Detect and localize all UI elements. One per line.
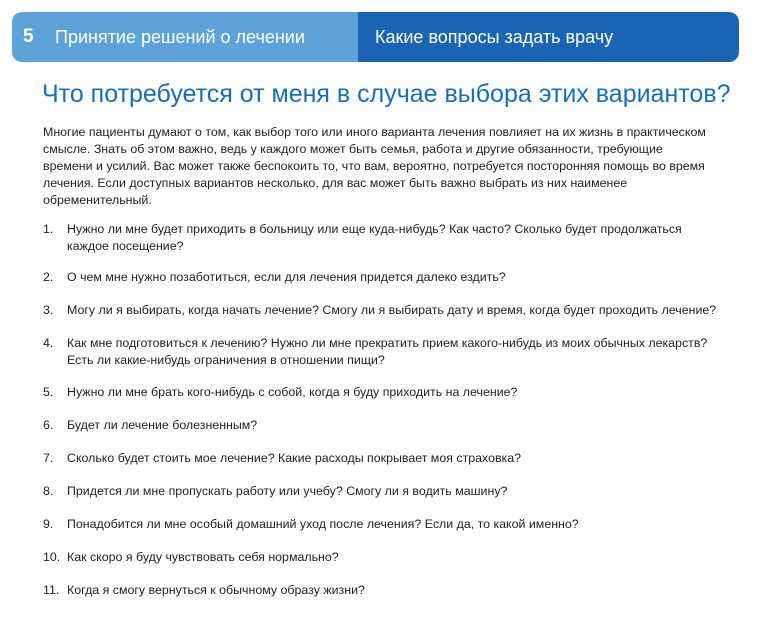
question-text: Понадобится ли мне особый домашний уход после лечения? Если да, то какой именно? xyxy=(67,517,579,531)
question-text: Могу ли я выбирать, когда начать лечение? Смогу ли я выбирать дату и время, когда будет проходить лечение? xyxy=(67,303,717,317)
question-number: 6. xyxy=(43,418,54,432)
question-text: Нужно ли мне брать кого-нибудь с собой, когда я буду приходить на лечение? xyxy=(67,385,518,399)
question-text: Будет ли лечение болезненным? xyxy=(67,418,258,432)
question-number: 3. xyxy=(43,303,54,317)
question-number: 2. xyxy=(43,270,54,284)
question-item xyxy=(43,221,723,255)
section-tab xyxy=(358,12,739,62)
question-text: Когда я смогу вернуться к обычному образу жизни? xyxy=(67,583,365,597)
question-item xyxy=(43,384,723,401)
question-number: 8. xyxy=(43,484,54,498)
question-item xyxy=(43,450,723,467)
question-number: 4. xyxy=(43,336,54,350)
question-text: Нужно ли мне будет приходить в больницу или еще куда-нибудь? Как часто? Сколько будет продолжаться каждое посещение? xyxy=(67,222,682,253)
question-number: 10. xyxy=(43,550,61,564)
question-text: Придется ли мне пропускать работу или учебу? Смогу ли я водить машину? xyxy=(67,484,508,498)
question-item xyxy=(43,516,723,533)
question-number: 11. xyxy=(43,583,60,597)
question-item xyxy=(43,302,723,319)
step-tab xyxy=(12,12,358,62)
question-number: 7. xyxy=(43,451,54,465)
question-number: 5. xyxy=(43,385,54,399)
question-item xyxy=(43,483,723,500)
question-item xyxy=(43,335,723,369)
section-title: Какие вопросы задать врачу xyxy=(375,26,614,47)
question-text: О чем мне нужно позаботиться, если для лечения придется далеко ездить? xyxy=(67,270,506,284)
question-item xyxy=(43,582,723,599)
page-title: Что потребуется от меня в случае выбора этих вариантов? xyxy=(42,80,731,108)
question-item xyxy=(43,417,723,434)
step-number: 5 xyxy=(23,26,34,47)
question-number: 9. xyxy=(43,517,54,531)
section-header xyxy=(12,12,739,62)
question-number: 1. xyxy=(43,222,54,236)
step-title: Принятие решений о лечении xyxy=(55,26,305,47)
question-text: Сколько будет стоить мое лечение? Какие расходы покрывает моя страховка? xyxy=(67,451,522,465)
question-text: Как мне подготовиться к лечению? Нужно ли мне прекратить прием какого-нибудь из моих обычных лекарств? Есть ли какие-нибудь ограничения в отношении пищи? xyxy=(67,336,708,367)
question-item xyxy=(43,269,723,286)
question-item xyxy=(43,549,723,566)
intro-paragraph: Многие пациенты думают о том, как выбор того или иного варианта лечения повлияет на их жизнь в практическом смысле. Знать об этом важно, ведь у каждого может быть семья, работа и другие обязанности, требующие времени и усилий. Вас может также беспокоить то, что вам, вероятно, потребуется посторонняя помощь во время лечения. Если доступных вариантов несколько, для вас может быть важно выбрать из них наименее обременительный. xyxy=(43,125,706,207)
question-text: Как скоро я буду чувствовать себя нормально? xyxy=(67,550,339,564)
